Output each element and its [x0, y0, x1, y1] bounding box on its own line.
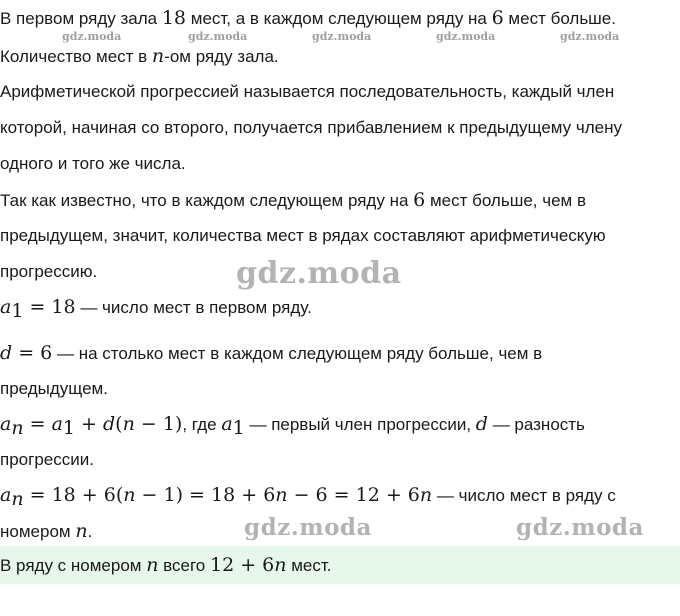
definition-line-3: одного и того же числа.	[0, 154, 186, 173]
reasoning-line-2: предыдущем, значит, количества мест в рядах составляют арифметическую	[0, 226, 606, 245]
watermark-small-2: gdz.moda	[188, 30, 248, 43]
watermark-small-1: gdz.moda	[62, 30, 122, 43]
computation-line-2: номером n.	[0, 520, 93, 542]
reasoning-line-1: Так как известно, что в каждом следующем ряду на 6 мест больше, чем в	[0, 189, 586, 211]
condition-line-1: В первом ряду зала 18 мест, а в каждом следующем ряду на 6 мест больше.	[0, 7, 616, 29]
difference-line-2: предыдущем.	[0, 379, 108, 398]
computation-line-1: $a_n = 18 + 6(n - 1) = 18 + 6n - 6 = 12 + 6n$ — число мест в ряду с	[0, 484, 616, 510]
definition-line-1: Арифметической прогрессией называется последовательность, каждый член	[0, 82, 615, 101]
condition-line-2: Количество мест в n-ом ряду зала.	[0, 45, 279, 67]
watermark-large-center: gdz.moda	[236, 256, 402, 291]
first-term-line: $a_1 = 18$ — число мест в первом ряду.	[0, 296, 312, 322]
watermark-small-3: gdz.moda	[312, 30, 372, 43]
watermark-small-4: gdz.moda	[436, 30, 496, 43]
formula-line-1: $a_n = a_1 + d(n - 1)$, где $a_1$ — первый член прогрессии, d — разность	[0, 413, 585, 439]
definition-line-2: которой, начиная со второго, получается прибавлением к предыдущему члену	[0, 118, 623, 137]
watermark-large-bottom-right: gdz.moda	[516, 514, 644, 541]
answer-line: В ряду с номером n всего 12 + 6n мест.	[0, 554, 332, 576]
difference-line-1: d = 6 — на столько мест в каждом следующем ряду больше, чем в	[0, 342, 543, 364]
answer-box	[0, 546, 680, 584]
formula-line-2: прогрессии.	[0, 450, 94, 469]
watermark-large-bottom-left: gdz.moda	[244, 514, 372, 541]
watermark-small-5: gdz.moda	[560, 30, 620, 43]
reasoning-line-3: прогрессию.	[0, 262, 98, 281]
